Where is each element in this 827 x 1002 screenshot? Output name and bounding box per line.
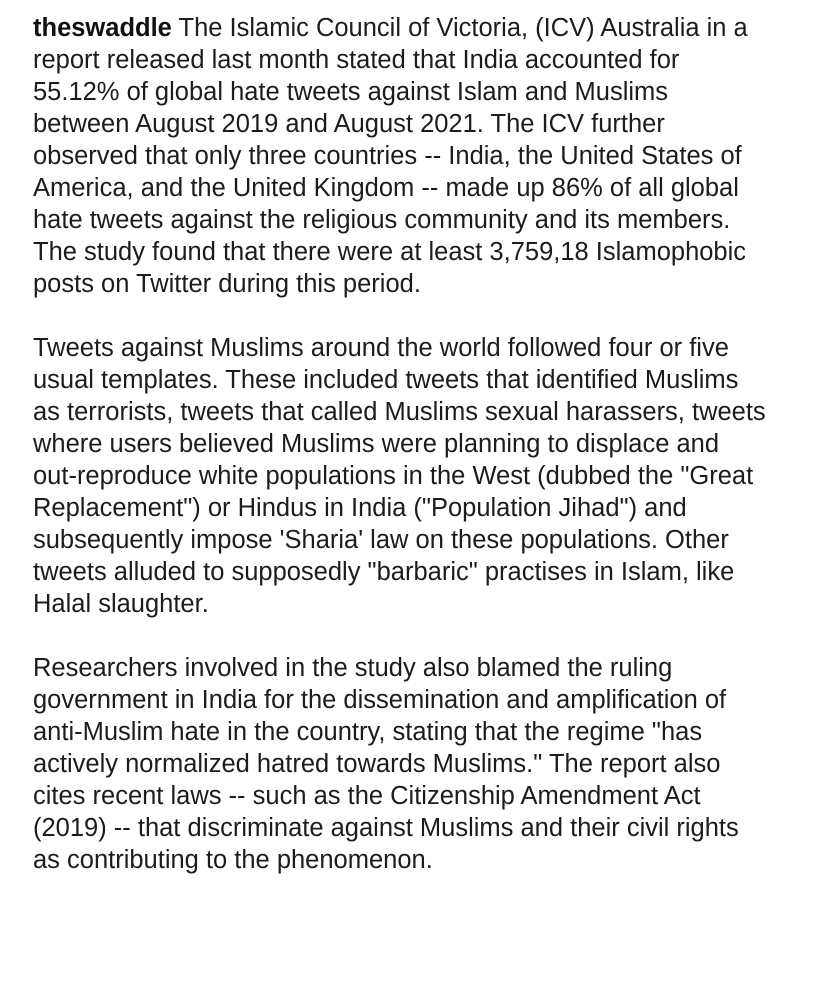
caption-paragraph-2 — [33, 332, 770, 620]
caption-paragraph-1 — [33, 12, 770, 300]
caption-paragraph-3 — [33, 652, 770, 876]
caption-text-2: Tweets against Muslims around the world followed four or five usual templates. These included tweets that identified Muslims as terrorists, tweets that called Muslims sexual harassers, tweets where users believed Muslims were planning to displace and out-reproduce white populations in the West (dubbed the "Great Replacement") or Hindus in India ("Population Jihad") and subsequently impose 'Sharia' law on these populations. Other tweets alluded to supposedly "barbaric" practises in Islam, like Halal slaughter. — [33, 334, 766, 618]
caption-text-3: Researchers involved in the study also blamed the ruling government in India for the dissemination and amplification of anti-Muslim hate in the country, stating that the regime "has actively normalized hatred towards Muslims." The report also cites recent laws -- such as the Citizenship Amendment Act (2019) -- that discriminate against Muslims and their civil rights as contributing to the phenomenon. — [33, 654, 739, 874]
caption-text-1: The Islamic Council of Victoria, (ICV) Australia in a report released last month stated that India accounted for 55.12% of global hate tweets against Islam and Muslims between August 2019 and August 2021. The ICV further observed that only three countries -- India, the United States of America, and the United Kingdom -- made up 86% of all global hate tweets against the religious community and its members. The study found that there were at least 3,759,18 Islamophobic posts on Twitter during this period. — [33, 14, 748, 298]
username-link[interactable]: theswaddle — [33, 14, 172, 42]
